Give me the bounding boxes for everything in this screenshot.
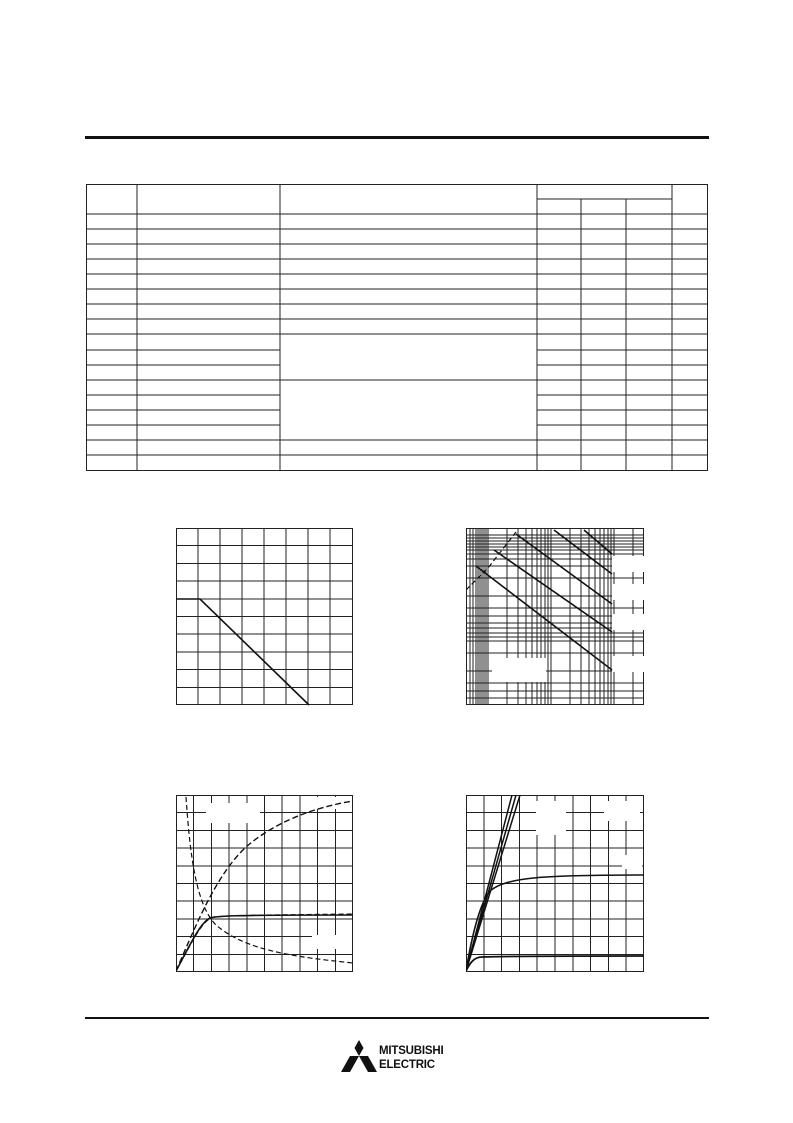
company-logo: [341, 1040, 461, 1076]
graph-3: [176, 795, 354, 973]
graph-2: [466, 528, 645, 706]
header-rule: [85, 136, 709, 139]
three-diamonds-icon: [341, 1040, 377, 1076]
graph-2-line-c: [516, 534, 612, 604]
logo-line-1: MITSUBISHI: [379, 1045, 444, 1057]
graph-1: [176, 528, 354, 706]
graph-4: [466, 795, 645, 973]
footer-rule: [85, 1017, 709, 1019]
logo-line-2: ELECTRIC: [379, 1059, 435, 1071]
spec-table: [86, 184, 708, 471]
